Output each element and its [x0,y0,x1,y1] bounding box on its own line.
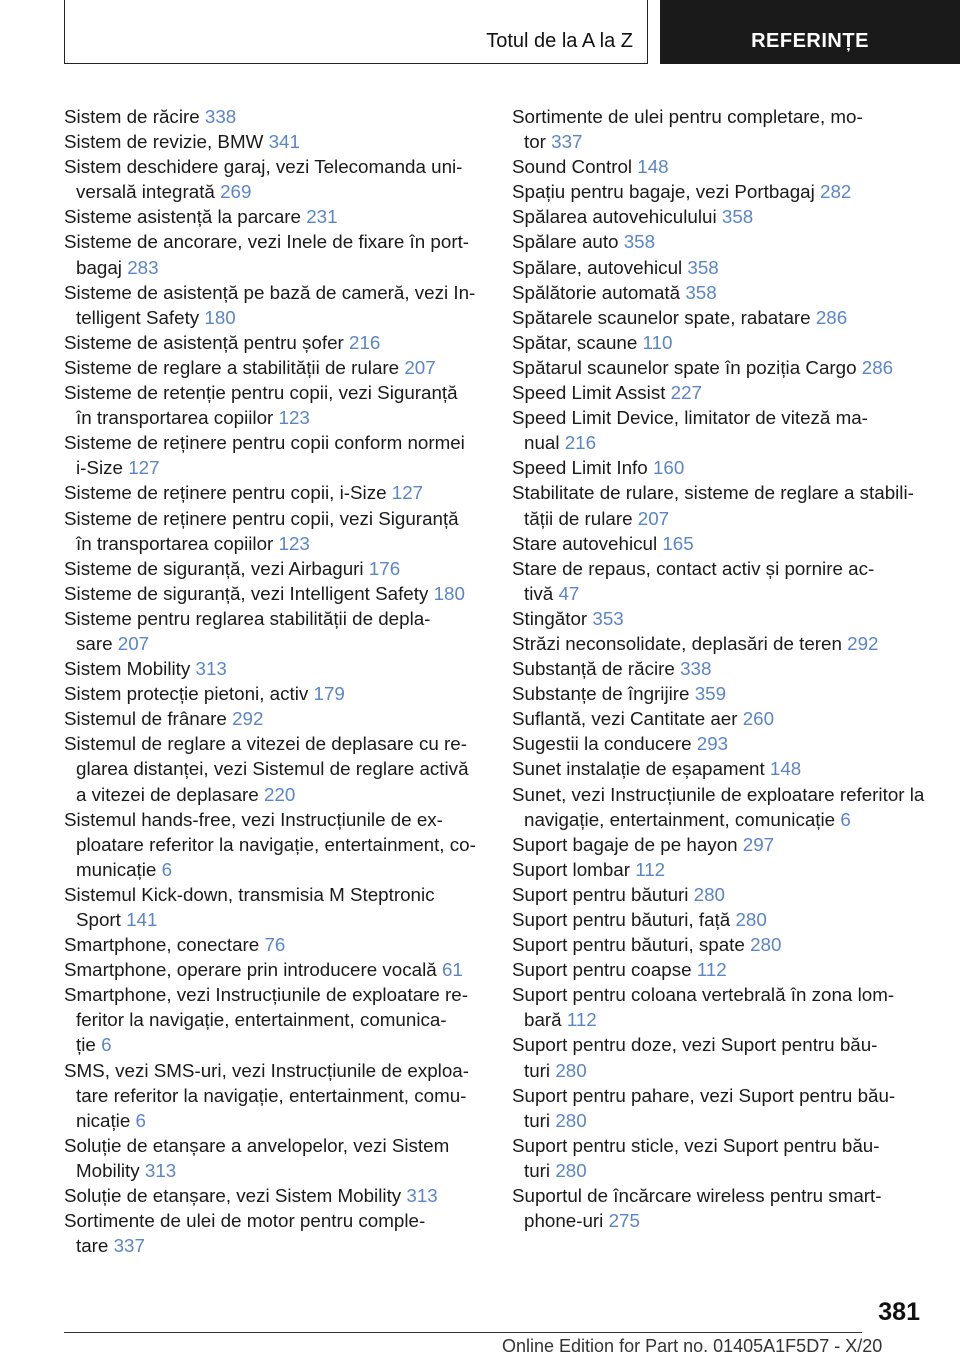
index-entry-text: Sunet instalație de eșapament [512,758,765,780]
index-entry-text: Sisteme de reținere pentru copii, vezi Siguranță [64,507,459,529]
index-entry-text: Străzi neconsolidate, deplasări de teren [512,632,842,654]
index-entry-text: Spătarele scaunelor spate, rabatare [512,306,811,328]
page-reference-link[interactable]: 358 [721,206,754,228]
page-reference-link[interactable]: 220 [263,783,296,805]
index-column-left [64,104,484,1258]
section-tab[interactable] [660,0,960,64]
page-reference-link[interactable]: 207 [637,507,670,529]
page-reference-link[interactable]: 180 [204,306,236,328]
index-entry-text: Suport pentru pahare, vezi Suport pentru bău- [512,1084,896,1106]
index-entry [512,982,932,1032]
page-reference-link[interactable]: 6 [101,1034,112,1056]
index-entry-text: Smartphone, conectare [64,934,260,956]
index-entry-text: Suflantă, vezi Cantitate aer [512,708,738,730]
index-entry-text: Suport pentru sticle, vezi Suport pentru bău- [512,1134,880,1156]
index-entry [512,882,932,907]
index-entry-text: Sisteme de retenție pentru copii, vezi Siguranță [64,382,458,404]
index-entry [64,807,484,882]
index-entry-text: Soluție de etanșare a anvelopelor, vezi Sistem [64,1134,450,1156]
page-reference-link[interactable]: 286 [861,356,894,378]
index-entry-text: SMS, vezi SMS-uri, vezi Instrucțiunile de exploa- [64,1059,469,1081]
page-reference-link[interactable]: 292 [847,632,879,654]
index-entry-text: Speed Limit Info [512,457,648,479]
index-entry [512,857,932,882]
index-entry [512,455,932,480]
index-entry-text: Sistem de răcire [64,106,200,127]
index-entry-text: Sistemul de frânare [64,708,227,730]
index-entry [64,380,484,430]
index-entry [512,380,932,405]
index-entry-text: Sisteme de asistență pentru șofer [64,331,344,353]
index-entry [64,706,484,731]
index-entry-text: Sistem protecție pietoni, activ [64,683,309,705]
index-entry-text: Suport pentru doze, vezi Suport pentru bău- [512,1034,878,1056]
index-entry-text: Spălare, autovehicul [512,256,683,278]
page-reference-link[interactable]: 141 [126,909,158,930]
index-entry [512,782,932,832]
index-entry-text: Spălătorie automată [512,281,681,303]
page-reference-link[interactable]: 282 [820,181,852,203]
index-entry-text: Sisteme pentru reglarea stabilității de depla- [64,607,431,629]
footer-edition-text: Online Edition for Part no. 01405A1F5D7 - X/20 [502,1336,883,1356]
index-entry-text: Smartphone, operare prin introducere vocală [64,959,437,981]
index-entry-text: tor [524,131,546,153]
index-entry-text: versală integrată [76,181,215,203]
index-entry-text: Smartphone, vezi Instrucțiunile de exploatare re- [64,984,469,1006]
index-entry-text: Sport [76,909,121,930]
index-entry-text: Substanțe de îngrijire [512,683,690,705]
index-entry [64,280,484,330]
index-entry [512,957,932,982]
page-reference-link[interactable]: 337 [113,1235,145,1257]
page-reference-link[interactable]: 313 [144,1159,177,1181]
page-reference-link[interactable]: 280 [693,883,726,905]
index-entry [64,104,484,129]
index-entry [64,1133,484,1183]
index-entry [512,681,932,706]
index-entry-text: tății de rulare [524,507,633,529]
page-reference-link[interactable]: 61 [441,959,463,981]
index-entry-text: Spătar, scaune [512,331,638,353]
index-entry-text: Suport pentru coloana vertebrală în zona lom- [512,984,895,1006]
index-entry-text: Suport pentru coapse [512,959,692,981]
index-entry-text: Sistemul hands-free, vezi Instrucțiunile de ex- [64,808,443,830]
index-entry [512,556,932,606]
index-entry [512,932,932,957]
page-reference-link[interactable]: 123 [278,532,310,554]
index-entry-text: în transportarea copiilor [76,407,274,429]
index-entry-text: Sisteme de siguranță, vezi Airbaguri [64,557,364,579]
page-reference-link[interactable]: 275 [608,1210,640,1232]
index-entry-text: Stabilitate de rulare, sisteme de reglare a stabili- [512,482,914,504]
index-entry-text: Soluție de etanșare, vezi Sistem Mobility [64,1185,402,1207]
page-reference-link[interactable]: 358 [685,281,717,303]
index-entry-text: Suport pentru băuturi [512,883,689,905]
page-reference-link[interactable]: 338 [204,106,237,127]
page-reference-link[interactable]: 180 [433,582,465,604]
page-reference-link[interactable]: 341 [268,131,300,153]
page-reference-link[interactable]: 313 [406,1185,438,1207]
index-entry [512,330,932,355]
page-reference-link[interactable]: 297 [742,833,775,855]
page-number: 381 [878,1298,920,1326]
index-entry [512,1133,932,1183]
index-entry-text: Suport pentru băuturi, spate [512,934,745,956]
section-title: Totul de la A la Z [486,30,633,52]
index-entry [64,506,484,556]
page-reference-link[interactable]: 148 [769,758,802,780]
page-reference-link[interactable]: 231 [306,206,338,228]
index-entry [64,129,484,154]
index-entry-text: Sisteme de asistență pe bază de cameră, vezi In- [64,281,476,303]
index-entry-text: phone-uri [524,1210,604,1232]
index-entry [64,204,484,229]
index-entry-text: Spațiu pentru bagaje, vezi Portbagaj [512,181,815,203]
index-entry-text: a vitezei de deplasare [76,783,259,805]
index-entry-text: Speed Limit Device, limitator de viteză ma- [512,407,868,429]
page-reference-link[interactable]: 353 [592,607,624,629]
index-entry-text: tare referitor la navigație, entertainment, comu- [76,1084,467,1106]
index-entry-text: bară [524,1009,562,1031]
index-entry-text: Sisteme de reglare a stabilității de rulare [64,356,400,378]
index-entry [64,1208,484,1258]
index-column-right [512,104,932,1233]
index-entry-text: în transportarea copiilor [76,532,274,554]
index-entry-text: municație [76,858,157,880]
index-entry-text: bagaj [76,256,122,278]
page-reference-link[interactable]: 160 [652,457,685,479]
footer-divider [64,1332,862,1333]
page-reference-link[interactable]: 127 [128,457,160,479]
page-reference-link[interactable]: 112 [635,858,666,880]
index-entry-text: Substanță de răcire [512,658,675,680]
page-reference-link[interactable]: 359 [694,683,727,705]
index-entry-text: turi [524,1109,551,1131]
index-entry-text: ploatare referitor la navigație, entertainment, co- [76,833,476,855]
index-entry [64,882,484,932]
page-reference-link[interactable]: 283 [127,256,159,278]
index-entry [512,907,932,932]
index-entry-text: Sistemul de reglare a vitezei de deplasare cu re- [64,733,467,755]
index-entry [512,1183,932,1233]
index-entry [512,154,932,179]
index-entry [64,480,484,505]
index-entry [64,355,484,380]
index-entry [64,1183,484,1208]
index-entry-text: Sound Control [512,156,633,178]
index-entry-text: Sortimente de ulei pentru completare, mo- [512,106,863,127]
index-entry-text: navigație, entertainment, comunicație [524,808,836,830]
page-reference-link[interactable]: 76 [264,934,286,956]
page-reference-link[interactable]: 358 [687,256,719,278]
page-reference-link[interactable]: 123 [278,407,310,429]
index-entry-text: Sistem Mobility [64,658,191,680]
index-entry-text: Sunet, vezi Instrucțiunile de exploatare referitor la [512,783,925,805]
page-reference-link[interactable]: 269 [220,181,252,203]
index-entry [64,656,484,681]
page-reference-link[interactable]: 6 [135,1109,146,1131]
index-entry [512,204,932,229]
page-reference-link[interactable]: 280 [555,1159,587,1181]
page-reference-link[interactable]: 280 [555,1109,587,1131]
index-entry-text: sare [76,632,113,654]
page-reference-link[interactable]: 227 [670,382,703,404]
index-entry [512,706,932,731]
index-entry [512,280,932,305]
index-entry-text: Sugestii la conducere [512,733,692,755]
index-entry [512,179,932,204]
index-entry-text: turi [524,1059,551,1081]
page-reference-link[interactable]: 127 [391,482,424,504]
index-entry-text: i-Size [76,457,123,479]
index-entry-text: tare [76,1235,109,1257]
index-entry [512,631,932,656]
index-entry-text: tivă [524,582,554,604]
index-entry-text: Sistem de revizie, BMW [64,131,264,153]
index-entry-text: Sistem deschidere garaj, vezi Telecomanda uni- [64,156,463,178]
index-entry-text: Sisteme de siguranță, vezi Intelligent Safety [64,582,429,604]
section-tab-label: REFERINȚE [751,30,869,52]
index-entry-text: Sisteme de reținere pentru copii conform normei [64,432,465,454]
page-reference-link[interactable]: 338 [680,658,712,680]
page-reference-link[interactable]: 148 [637,156,669,178]
index-entry-text: telligent Safety [76,306,200,328]
page-reference-link[interactable]: 292 [232,708,264,730]
index-entry-text: Suport bagaje de pe hayon [512,833,738,855]
page-reference-link[interactable]: 313 [195,658,227,680]
index-entry [64,154,484,204]
index-entry [64,556,484,581]
index-entry [512,731,932,756]
index-entry [64,330,484,355]
index-entry [64,957,484,982]
index-entry-text: Sisteme de reținere pentru copii, i-Size [64,482,387,504]
page-reference-link[interactable]: 293 [696,733,729,755]
index-entry [64,430,484,480]
index-entry-text: Stare de repaus, contact activ și pornire ac- [512,557,875,579]
index-entry-text: nicație [76,1109,131,1131]
index-entry-text: Stare autovehicul [512,532,658,554]
index-entry-text: Mobility [76,1159,140,1181]
index-entry [64,681,484,706]
header-section-box [64,0,648,64]
index-entry [64,606,484,656]
page-reference-link[interactable]: 260 [742,708,775,730]
index-entry [512,656,932,681]
page-reference-link[interactable]: 207 [404,356,436,378]
index-entry [512,305,932,330]
page-reference-link[interactable]: 47 [558,582,580,604]
index-entry [512,229,932,254]
index-entry [512,832,932,857]
index-entry [512,756,932,781]
page-reference-link[interactable]: 280 [555,1059,587,1081]
page-reference-link[interactable]: 358 [623,231,656,253]
page-reference-link[interactable]: 6 [840,808,851,830]
index-entry-text: Suportul de încărcare wireless pentru smart- [512,1185,882,1207]
index-entry [512,1083,932,1133]
index-entry-text: Suport pentru băuturi, față [512,909,731,930]
page-reference-link[interactable]: 280 [735,909,767,930]
page-reference-link[interactable]: 179 [313,683,345,705]
index-entry [512,355,932,380]
index-entry [512,531,932,556]
index-entry [512,255,932,280]
index-entry [512,606,932,631]
index-entry [64,229,484,279]
index-entry [64,581,484,606]
index-entry [512,1032,932,1082]
index-entry [512,104,932,154]
index-entry-text: Sortimente de ulei de motor pentru comple- [64,1210,426,1232]
page-reference-link[interactable]: 6 [161,858,173,880]
page-reference-link[interactable]: 207 [117,632,150,654]
index-entry [512,480,932,530]
page-reference-link[interactable]: 110 [642,331,673,353]
index-entry [64,932,484,957]
index-entry-text: Spălarea autovehiculului [512,206,717,228]
index-entry-text: Sisteme asistență la parcare [64,206,301,228]
page-reference-link[interactable]: 286 [815,306,848,328]
index-entry [512,405,932,455]
page-reference-link[interactable]: 165 [662,532,694,554]
index-entry-text: turi [524,1159,551,1181]
index-entry-text: Spătarul scaunelor spate în poziția Cargo [512,356,857,378]
page-reference-link[interactable]: 216 [564,432,597,454]
page-reference-link[interactable]: 112 [566,1009,597,1031]
index-entry-text: Spălare auto [512,231,619,253]
index-entry-text: Speed Limit Assist [512,382,666,404]
index-entry [64,1058,484,1133]
page-reference-link[interactable]: 112 [696,959,727,981]
index-entry-text: ție [76,1034,96,1056]
page-reference-link[interactable]: 337 [551,131,583,153]
index-entry-text: feritor la navigație, entertainment, comunica- [76,1009,447,1031]
index-entry-text: Stingător [512,607,588,629]
index-entry-text: nual [524,432,560,454]
index-entry-text: Sistemul Kick-down, transmisia M Steptronic [64,883,435,905]
page-reference-link[interactable]: 176 [368,557,401,579]
index-entry [64,982,484,1057]
page-reference-link[interactable]: 280 [750,934,782,956]
index-entry-text: Suport lombar [512,858,630,880]
index-entry-text: Sisteme de ancorare, vezi Inele de fixare în port- [64,231,470,253]
page-reference-link[interactable]: 216 [349,331,381,353]
index-entry-text: glarea distanței, vezi Sistemul de reglare activă [76,758,469,780]
index-entry [64,731,484,806]
